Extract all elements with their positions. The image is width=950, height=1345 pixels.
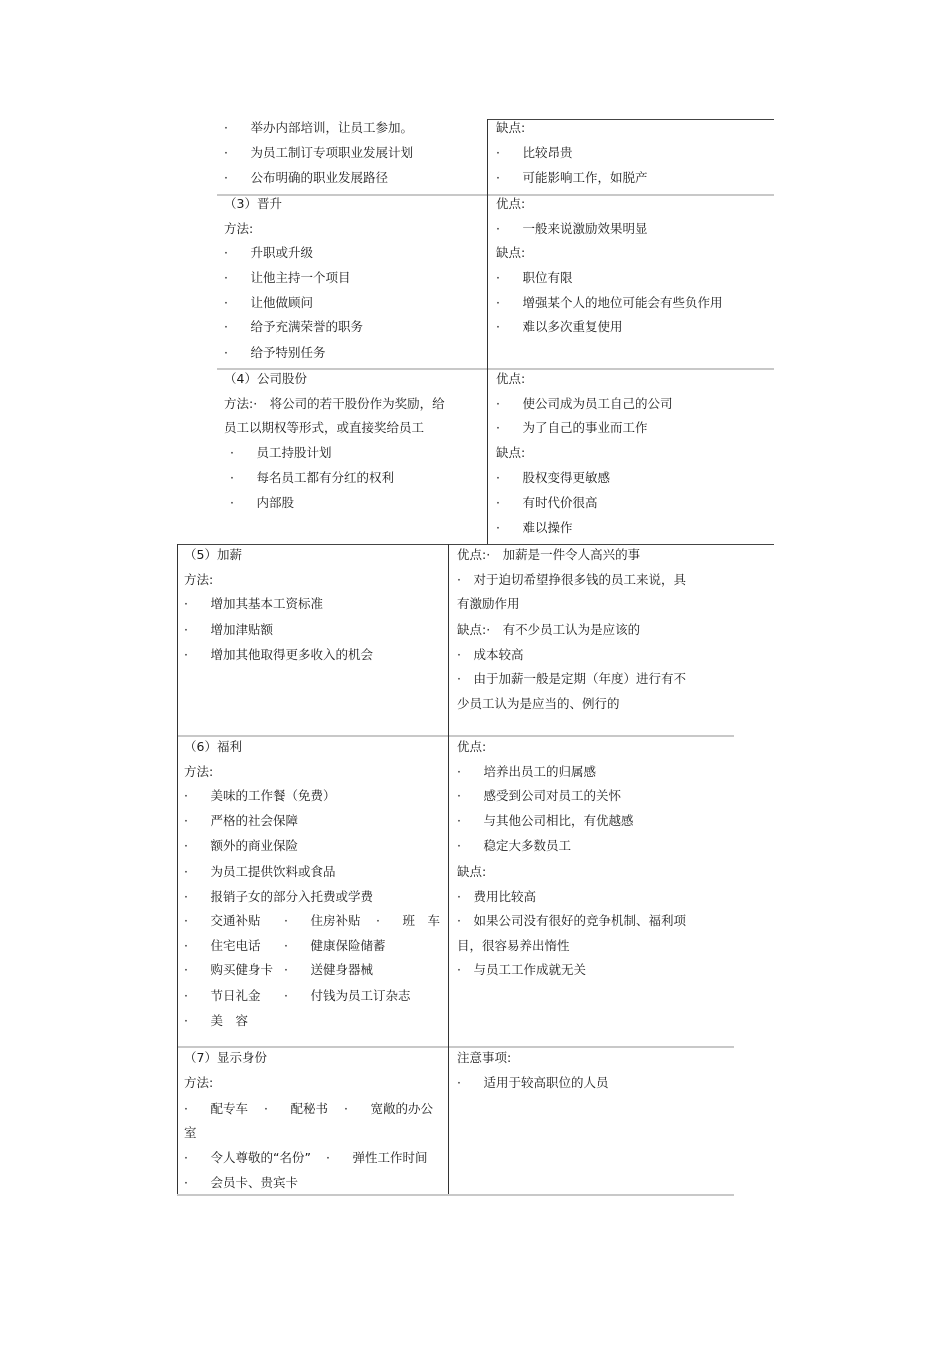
list-item: · 给予充满荣誉的职务 <box>224 319 364 334</box>
list-item: · 有时代价很高 <box>496 495 598 510</box>
list-item: · 给予特别任务 <box>224 345 326 360</box>
cons-label: 缺点: <box>496 445 526 460</box>
list-item: · 配专车 <box>184 1101 249 1116</box>
text-line: 室 <box>184 1125 197 1140</box>
text-line: 目，很容易养出惰性 <box>457 938 570 953</box>
method-text: 员工以期权等形式，或直接奖给员工 <box>224 420 425 435</box>
method-label: 方法: <box>184 764 214 779</box>
list-item: · 职位有限 <box>496 270 573 285</box>
list-item: · 让他主持一个项目 <box>224 270 351 285</box>
list-item: · 美味的工作餐（免费） <box>184 788 336 803</box>
column-divider-upper <box>487 119 488 544</box>
list-item: · 配秘书 <box>264 1101 329 1116</box>
list-item: · 适用于较高职位的人员 <box>457 1075 609 1090</box>
method-label: 方法: <box>224 221 254 236</box>
list-item: · 可能影响工作，如脱产 <box>496 170 648 185</box>
list-item: · 让他做顾问 <box>224 295 314 310</box>
rule-top <box>488 119 774 120</box>
list-item: · 稳定大多数员工 <box>457 838 572 853</box>
method-label: 方法: <box>184 1075 214 1090</box>
text-line: · 成本较高 <box>457 647 524 662</box>
list-item: · 每名员工都有分红的权利 <box>230 470 395 485</box>
list-item: · 与其他公司相比，有优越感 <box>457 813 634 828</box>
list-item: · 难以操作 <box>496 520 573 535</box>
list-item: · 比较昂贵 <box>496 145 573 160</box>
section-title: （7）显示身份 <box>184 1050 267 1065</box>
pros-label: 优点: <box>496 196 526 211</box>
list-item: · 公布明确的职业发展路径 <box>224 170 389 185</box>
method-label: 方法: <box>184 572 214 587</box>
list-item: · 使公司成为员工自己的公司 <box>496 396 673 411</box>
text-line: 缺点:· 有不少员工认为是应该的 <box>457 622 641 637</box>
section-title: （3）晋升 <box>224 196 282 211</box>
list-item: · 付钱为员工订杂志 <box>284 988 411 1003</box>
list-item: · 额外的商业保险 <box>184 838 299 853</box>
list-item: · 住房补贴 <box>284 913 361 928</box>
list-item: · 感受到公司对员工的关怀 <box>457 788 622 803</box>
list-item: · 节日礼金 <box>184 988 261 1003</box>
list-item: · 难以多次重复使用 <box>496 319 623 334</box>
list-item: · 为员工制订专项职业发展计划 <box>224 145 414 160</box>
list-item: · 增加其基本工资标准 <box>184 596 324 611</box>
section-title: （5）加薪 <box>184 547 242 562</box>
list-item: · 健康保险储蓄 <box>284 938 386 953</box>
list-item: · 严格的社会保障 <box>184 813 299 828</box>
text-line: · 对于迫切希望挣很多钱的员工来说，具 <box>457 572 686 587</box>
text-line: · 与员工工作成就无关 <box>457 962 586 977</box>
list-item: · 为了自己的事业而工作 <box>496 420 648 435</box>
list-item: · 报销子女的部分入托费或学费 <box>184 889 374 904</box>
cons-label: 缺点: <box>457 864 487 879</box>
text-line: · 由于加薪一般是定期（年度）进行有不 <box>457 671 686 686</box>
method-text: 方法:· 将公司的若干股份作为奖励，给 <box>224 396 445 411</box>
column-divider-lower <box>448 544 449 1194</box>
list-item: · 增加津贴额 <box>184 622 274 637</box>
list-item: · 弹性工作时间 <box>326 1150 428 1165</box>
notes-label: 注意事项: <box>457 1050 512 1065</box>
list-item: · 增加其他取得更多收入的机会 <box>184 647 374 662</box>
section-title: （6）福利 <box>184 739 242 754</box>
list-item: · 增强某个人的地位可能会有些负作用 <box>496 295 723 310</box>
list-item: · 宽敞的办公 <box>344 1101 434 1116</box>
list-item: · 购买健身卡 <box>184 962 274 977</box>
pros-label: 优点: <box>496 371 526 386</box>
list-item: · 送健身器械 <box>284 962 374 977</box>
rule-bottom <box>177 1194 734 1196</box>
list-item: · 为员工提供饮料或食品 <box>184 864 336 879</box>
text-line: 少员工认为是应当的、例行的 <box>457 696 620 711</box>
text-line: 优点:· 加薪是一件令人高兴的事 <box>457 547 641 562</box>
list-item: · 升职或升级 <box>224 245 314 260</box>
list-item: · 一般来说激励效果明显 <box>496 221 648 236</box>
text-line: · 费用比较高 <box>457 889 536 904</box>
section-title: （4）公司股份 <box>224 371 307 386</box>
rule-4 <box>177 735 734 737</box>
list-item: · 交通补贴 <box>184 913 261 928</box>
rule-5 <box>177 1046 734 1048</box>
list-item: · 股权变得更敏感 <box>496 470 611 485</box>
cons-label: 缺点: <box>496 245 526 260</box>
list-item: · 美 容 <box>184 1013 249 1028</box>
list-item: · 班 车 <box>376 913 441 928</box>
rule-3 <box>177 544 774 545</box>
text-line: · 如果公司没有很好的竞争机制、福利项 <box>457 913 686 928</box>
list-item: · 住宅电话 <box>184 938 261 953</box>
list-item: · 内部股 <box>230 495 295 510</box>
list-item: · 会员卡、贵宾卡 <box>184 1175 299 1190</box>
rule-2 <box>217 368 774 370</box>
cons-label: 缺点: <box>496 120 526 135</box>
pros-label: 优点: <box>457 739 487 754</box>
left-border-lower <box>177 544 178 1194</box>
list-item: · 令人尊敬的“名份” <box>184 1150 311 1165</box>
list-item: · 举办内部培训，让员工参加。 <box>224 120 414 135</box>
text-line: 有激励作用 <box>457 596 520 611</box>
list-item: · 员工持股计划 <box>230 445 332 460</box>
list-item: · 培养出员工的归属感 <box>457 764 597 779</box>
